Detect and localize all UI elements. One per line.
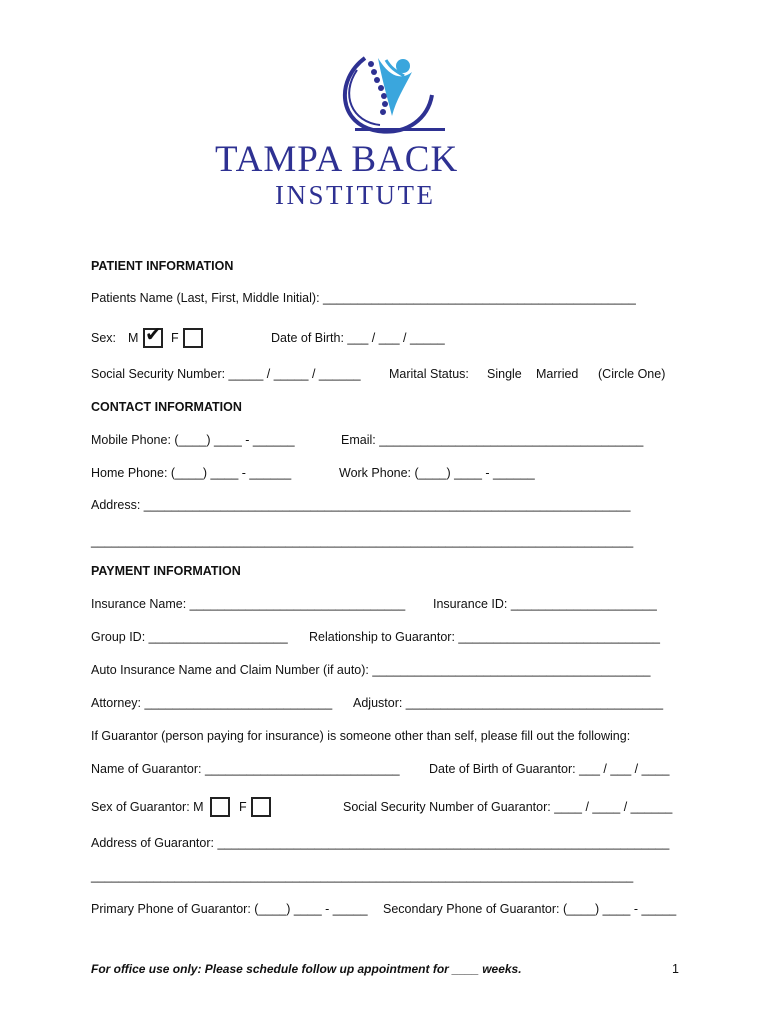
page-number: 1 <box>672 962 679 976</box>
guarantor-sex-m-checkbox[interactable] <box>210 797 230 817</box>
ssn-field[interactable]: Social Security Number: _____ / _____ / ______ <box>91 367 361 381</box>
guarantor-sex-label: Sex of Guarantor: M <box>91 800 204 814</box>
section-heading-payment: PAYMENT INFORMATION <box>91 564 241 578</box>
section-heading-patient: PATIENT INFORMATION <box>91 259 234 273</box>
address-line2-field[interactable]: ______________________________________________________________________________ <box>91 534 634 548</box>
spine-figure-icon <box>0 0 770 140</box>
guarantor-name-field[interactable]: Name of Guarantor: ____________________________ <box>91 762 400 776</box>
logo <box>0 0 770 215</box>
insurance-id-field[interactable]: Insurance ID: _____________________ <box>433 597 657 611</box>
home-phone-field[interactable]: Home Phone: (____) ____ - ______ <box>91 466 292 480</box>
guarantor-instruction: If Guarantor (person paying for insurance) is someone other than self, please fill out the following: <box>91 729 631 743</box>
attorney-field[interactable]: Attorney: ___________________________ <box>91 696 333 710</box>
dob-field[interactable]: Date of Birth: ___ / ___ / _____ <box>271 331 445 345</box>
guarantor-ssn-field[interactable]: Social Security Number of Guarantor: ____ / ____ / ______ <box>343 800 673 814</box>
marital-instruction: (Circle One) <box>598 367 666 381</box>
logo-line1: TAMPA BACK <box>215 139 459 180</box>
address-field[interactable]: Address: ______________________________________________________________________ <box>91 498 631 512</box>
guarantor-dob-field[interactable]: Date of Birth of Guarantor: ___ / ___ / ____ <box>429 762 670 776</box>
group-id-field[interactable]: Group ID: ____________________ <box>91 630 288 644</box>
guarantor-sex-f-checkbox[interactable] <box>251 797 271 817</box>
sex-m-checkbox[interactable] <box>143 324 163 348</box>
insurance-name-field[interactable]: Insurance Name: _______________________________ <box>91 597 406 611</box>
auto-insurance-field[interactable]: Auto Insurance Name and Claim Number (if auto): ________________________________________ <box>91 663 651 677</box>
guarantor-primary-phone-field[interactable]: Primary Phone of Guarantor: (____) ____ - _____ <box>91 902 368 916</box>
logo-line2: INSTITUTE <box>275 180 436 210</box>
mobile-phone-field[interactable]: Mobile Phone: (____) ____ - ______ <box>91 433 295 447</box>
work-phone-field[interactable]: Work Phone: (____) ____ - ______ <box>339 466 535 480</box>
adjustor-field[interactable]: Adjustor: _____________________________________ <box>353 696 664 710</box>
guarantor-address-line2-field[interactable]: ______________________________________________________________________________ <box>91 869 634 883</box>
sex-m-label: M <box>128 331 139 345</box>
section-heading-contact: CONTACT INFORMATION <box>91 400 242 414</box>
marital-married-option[interactable]: Married <box>536 367 579 381</box>
checkmark-icon: ✔ <box>145 324 162 346</box>
relationship-field[interactable]: Relationship to Guarantor: _____________________________ <box>309 630 660 644</box>
sex-f-label: F <box>171 331 179 345</box>
marital-single-option[interactable]: Single <box>487 367 522 381</box>
guarantor-sex-f-label: F <box>239 800 247 814</box>
email-field[interactable]: Email: ______________________________________ <box>341 433 644 447</box>
sex-label: Sex: <box>91 331 117 345</box>
guarantor-address-field[interactable]: Address of Guarantor: _________________________________________________________________ <box>91 836 670 850</box>
guarantor-secondary-phone-field[interactable]: Secondary Phone of Guarantor: (____) ____ - _____ <box>383 902 677 916</box>
marital-label: Marital Status: <box>389 367 469 381</box>
patient-name-field[interactable]: Patients Name (Last, First, Middle Initial): _____________________________________________ <box>91 291 636 305</box>
sex-f-checkbox[interactable] <box>183 328 203 348</box>
office-use-note: For office use only: Please schedule follow up appointment for ____ weeks. <box>91 962 522 976</box>
